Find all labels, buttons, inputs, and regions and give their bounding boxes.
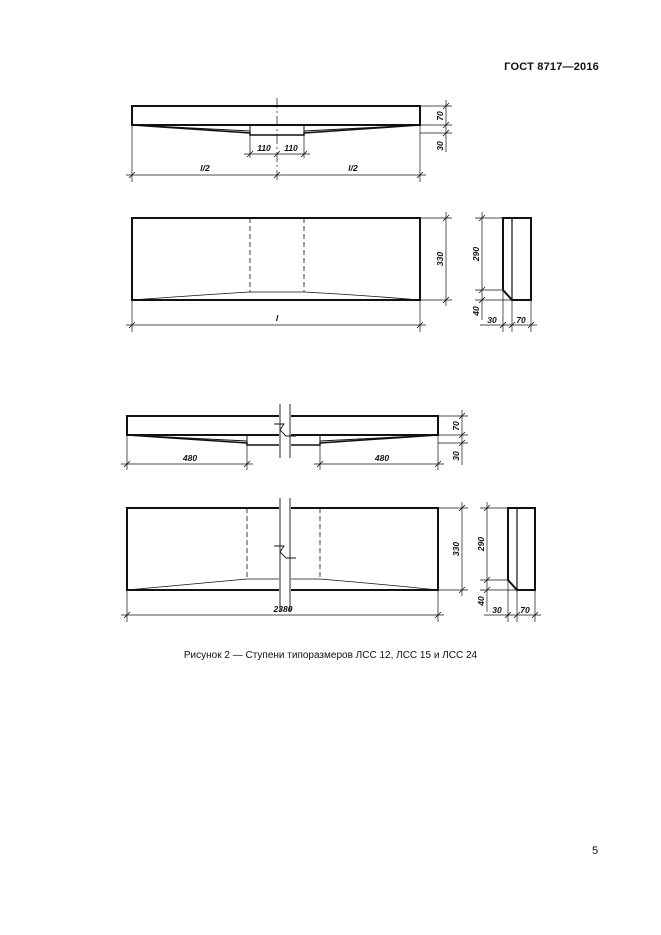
drawing-1-section-view: [475, 212, 537, 332]
dim-d1-section-upper: 290: [471, 246, 481, 262]
dim-d2-section-upper: 290: [476, 536, 486, 552]
drawing-2-plan-view: [121, 404, 468, 470]
dim-d2-section-bottom-right: 70: [520, 605, 530, 615]
dim-d1-section-bottom-right: 70: [516, 315, 526, 325]
dim-d2-length: 2380: [273, 604, 293, 614]
dim-d1-height: 330: [435, 251, 445, 267]
drawing-2-section-view: [480, 502, 541, 622]
page-number: 5: [592, 845, 599, 857]
dim-d1-length: l: [275, 313, 279, 323]
drawing-1-front-view: [126, 212, 452, 332]
dim-d1-center-right: 110: [284, 143, 298, 153]
drawing-2-labels: [182, 421, 530, 615]
dim-d2-section-lower: 40: [476, 596, 486, 606]
dim-d1-thickness-bottom: 30: [435, 141, 445, 151]
dim-d1-thickness-top: 70: [435, 111, 445, 121]
figure-caption: Рисунок 2 — Ступени типоразмеров ЛСС 12, ЛСС 15 и ЛСС 24: [183, 650, 478, 661]
dim-d1-half-left: l/2: [200, 163, 210, 173]
drawing-1-plan-view: [126, 98, 452, 182]
drawing-2-front-view: [121, 498, 468, 622]
dim-d1-section-lower: 40: [471, 306, 481, 316]
dim-d2-height: 330: [451, 541, 461, 557]
standard-header: ГОСТ 8717—2016: [504, 61, 599, 73]
dim-d1-section-bottom-left: 30: [487, 315, 497, 325]
dim-d2-right-length: 480: [374, 453, 390, 463]
dim-d1-half-right: l/2: [348, 163, 358, 173]
dim-d1-center-left: 110: [257, 143, 271, 153]
dim-d2-section-bottom-left: 30: [492, 605, 502, 615]
dim-d2-thickness-bottom: 30: [451, 451, 461, 461]
dim-d2-left-length: 480: [182, 453, 198, 463]
dim-d2-thickness-top: 70: [451, 421, 461, 431]
